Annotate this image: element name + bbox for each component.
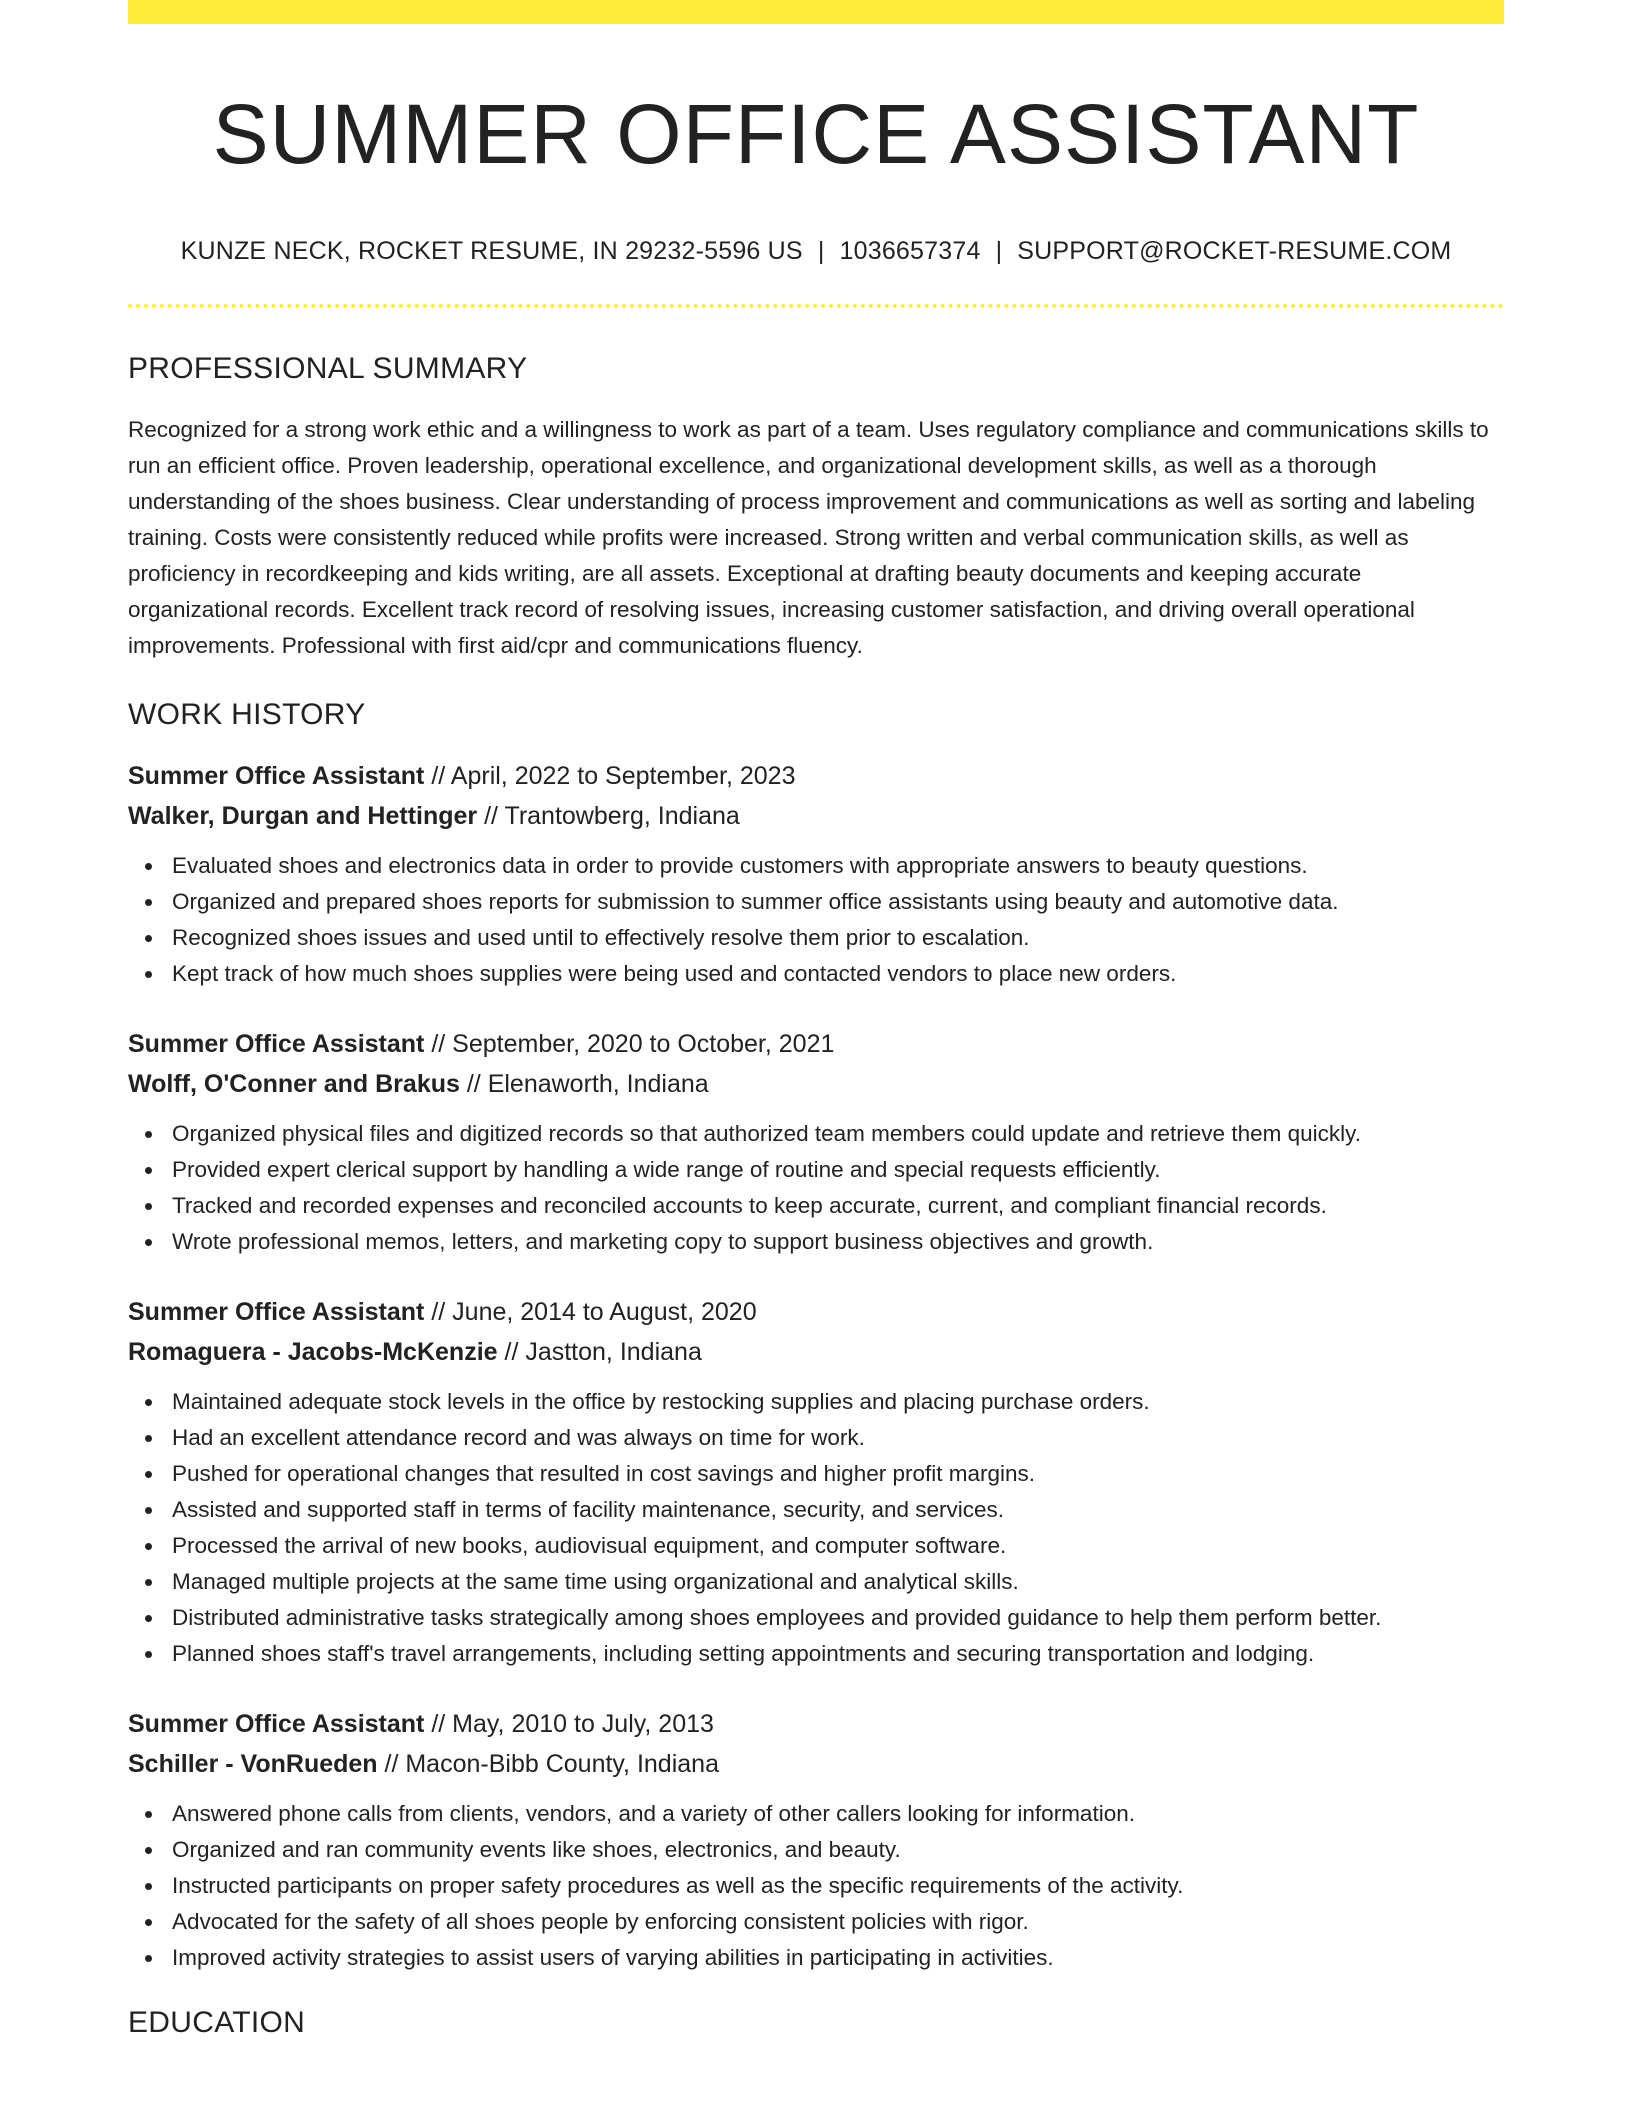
- job-company-line: [128, 1064, 1504, 1104]
- dotted-divider: [128, 304, 1504, 308]
- job-location: // Elenaworth, Indiana: [459, 1069, 709, 1098]
- job-bullet-item: Distributed administrative tasks strategically among shoes employees and provided guidance to help them perform better.: [172, 1600, 1504, 1636]
- job-bullet-item: Instructed participants on proper safety procedures as well as the specific requirements of the activity.: [172, 1868, 1504, 1904]
- job-dates: // April, 2022 to September, 2023: [424, 761, 796, 790]
- job-bullet-item: Evaluated shoes and electronics data in order to provide customers with appropriate answers to beauty questions.: [172, 848, 1504, 884]
- job-company-line: [128, 1744, 1504, 1784]
- resume-page: [128, 0, 1504, 2040]
- job-bullet-item: Advocated for the safety of all shoes people by enforcing consistent policies with rigor.: [172, 1904, 1504, 1940]
- job-bullet-item: Organized and prepared shoes reports for submission to summer office assistants using beauty and automotive data.: [172, 884, 1504, 920]
- work-history-list: [128, 756, 1504, 1976]
- resume-name-title: SUMMER OFFICE ASSISTANT: [212, 87, 1420, 181]
- job-bullet-item: Organized physical files and digitized records so that authorized team members could update and retrieve them quickly.: [172, 1116, 1504, 1152]
- job-entry: [128, 1704, 1504, 1976]
- job-role: Summer Office Assistant: [128, 1297, 425, 1326]
- job-bullet-item: Had an excellent attendance record and was always on time for work.: [172, 1420, 1504, 1456]
- job-title-line: [128, 756, 1504, 796]
- job-dates: // May, 2010 to July, 2013: [424, 1709, 714, 1738]
- job-company: Walker, Durgan and Hettinger: [128, 801, 478, 830]
- job-bullet-item: Processed the arrival of new books, audiovisual equipment, and computer software.: [172, 1528, 1504, 1564]
- contact-email: SUPPORT@ROCKET-RESUME.COM: [1017, 236, 1452, 265]
- job-dates: // September, 2020 to October, 2021: [424, 1029, 835, 1058]
- job-company-line: [128, 796, 1504, 836]
- job-bullet-item: Assisted and supported staff in terms of facility maintenance, security, and services.: [172, 1492, 1504, 1528]
- section-title-education: EDUCATION: [128, 2005, 306, 2039]
- contact-phone: 1036657374: [839, 236, 981, 265]
- job-bullet-list: [128, 1116, 1504, 1260]
- job-location: // Trantowberg, Indiana: [477, 801, 740, 830]
- job-bullet-item: Answered phone calls from clients, vendors, and a variety of other callers looking for information.: [172, 1796, 1504, 1832]
- summary-text: Recognized for a strong work ethic and a willingness to work as part of a team. Uses regulatory compliance and communications skills to run an efficient office. Proven leadership, operational excellence, and organizational development skills, as well as a thorough understanding of the shoes business. Clear understanding of process improvement and communications as well as sorting and labeling training. Costs were consistently reduced while profits were increased. Strong written and verbal communication skills, as well as proficiency in recordkeeping and kids writing, are all assets. Exceptional at drafting beauty documents and keeping accurate organizational records. Excellent track record of resolving issues, increasing customer satisfaction, and driving overall operational improvements. Professional with first aid/cpr and communications fluency.: [128, 416, 1489, 658]
- job-entry: [128, 756, 1504, 992]
- job-bullet-list: [128, 848, 1504, 992]
- job-bullet-list: [128, 1796, 1504, 1976]
- job-bullet-item: Maintained adequate stock levels in the office by restocking supplies and placing purchase orders.: [172, 1384, 1504, 1420]
- contact-separator: |: [995, 236, 1003, 265]
- job-bullet-item: Kept track of how much shoes supplies were being used and contacted vendors to place new orders.: [172, 956, 1504, 992]
- job-bullet-item: Recognized shoes issues and used until to effectively resolve them prior to escalation.: [172, 920, 1504, 956]
- job-role: Summer Office Assistant: [128, 761, 425, 790]
- job-role: Summer Office Assistant: [128, 1709, 425, 1738]
- contact-line: [128, 237, 1504, 266]
- job-bullet-item: Tracked and recorded expenses and reconciled accounts to keep accurate, current, and compliant financial records.: [172, 1188, 1504, 1224]
- job-bullet-item: Provided expert clerical support by handling a wide range of routine and special requests efficiently.: [172, 1152, 1504, 1188]
- job-location: // Macon-Bibb County, Indiana: [377, 1749, 719, 1778]
- section-title-work-history: WORK HISTORY: [128, 697, 366, 731]
- job-company: Romaguera - Jacobs-McKenzie: [128, 1337, 498, 1366]
- job-title-line: [128, 1024, 1504, 1064]
- job-entry: [128, 1024, 1504, 1260]
- top-accent-bar: [128, 0, 1504, 24]
- job-dates: // June, 2014 to August, 2020: [424, 1297, 757, 1326]
- job-role: Summer Office Assistant: [128, 1029, 425, 1058]
- job-bullet-item: Improved activity strategies to assist users of varying abilities in participating in activities.: [172, 1940, 1504, 1976]
- job-bullet-item: Managed multiple projects at the same time using organizational and analytical skills.: [172, 1564, 1504, 1600]
- job-bullet-item: Wrote professional memos, letters, and marketing copy to support business objectives and growth.: [172, 1224, 1504, 1260]
- job-bullet-list: [128, 1384, 1504, 1672]
- job-bullet-item: Planned shoes staff's travel arrangements, including setting appointments and securing transportation and lodging.: [172, 1636, 1504, 1672]
- section-title-summary: PROFESSIONAL SUMMARY: [128, 351, 528, 385]
- job-title-line: [128, 1292, 1504, 1332]
- job-company: Schiller - VonRueden: [128, 1749, 378, 1778]
- job-company-line: [128, 1332, 1504, 1372]
- job-title-line: [128, 1704, 1504, 1744]
- contact-address: KUNZE NECK, ROCKET RESUME, IN 29232-5596 US: [180, 236, 803, 265]
- contact-separator: |: [817, 236, 825, 265]
- job-bullet-item: Pushed for operational changes that resulted in cost savings and higher profit margins.: [172, 1456, 1504, 1492]
- job-bullet-item: Organized and ran community events like shoes, electronics, and beauty.: [172, 1832, 1504, 1868]
- job-location: // Jastton, Indiana: [497, 1337, 702, 1366]
- job-entry: [128, 1292, 1504, 1672]
- job-company: Wolff, O'Conner and Brakus: [128, 1069, 460, 1098]
